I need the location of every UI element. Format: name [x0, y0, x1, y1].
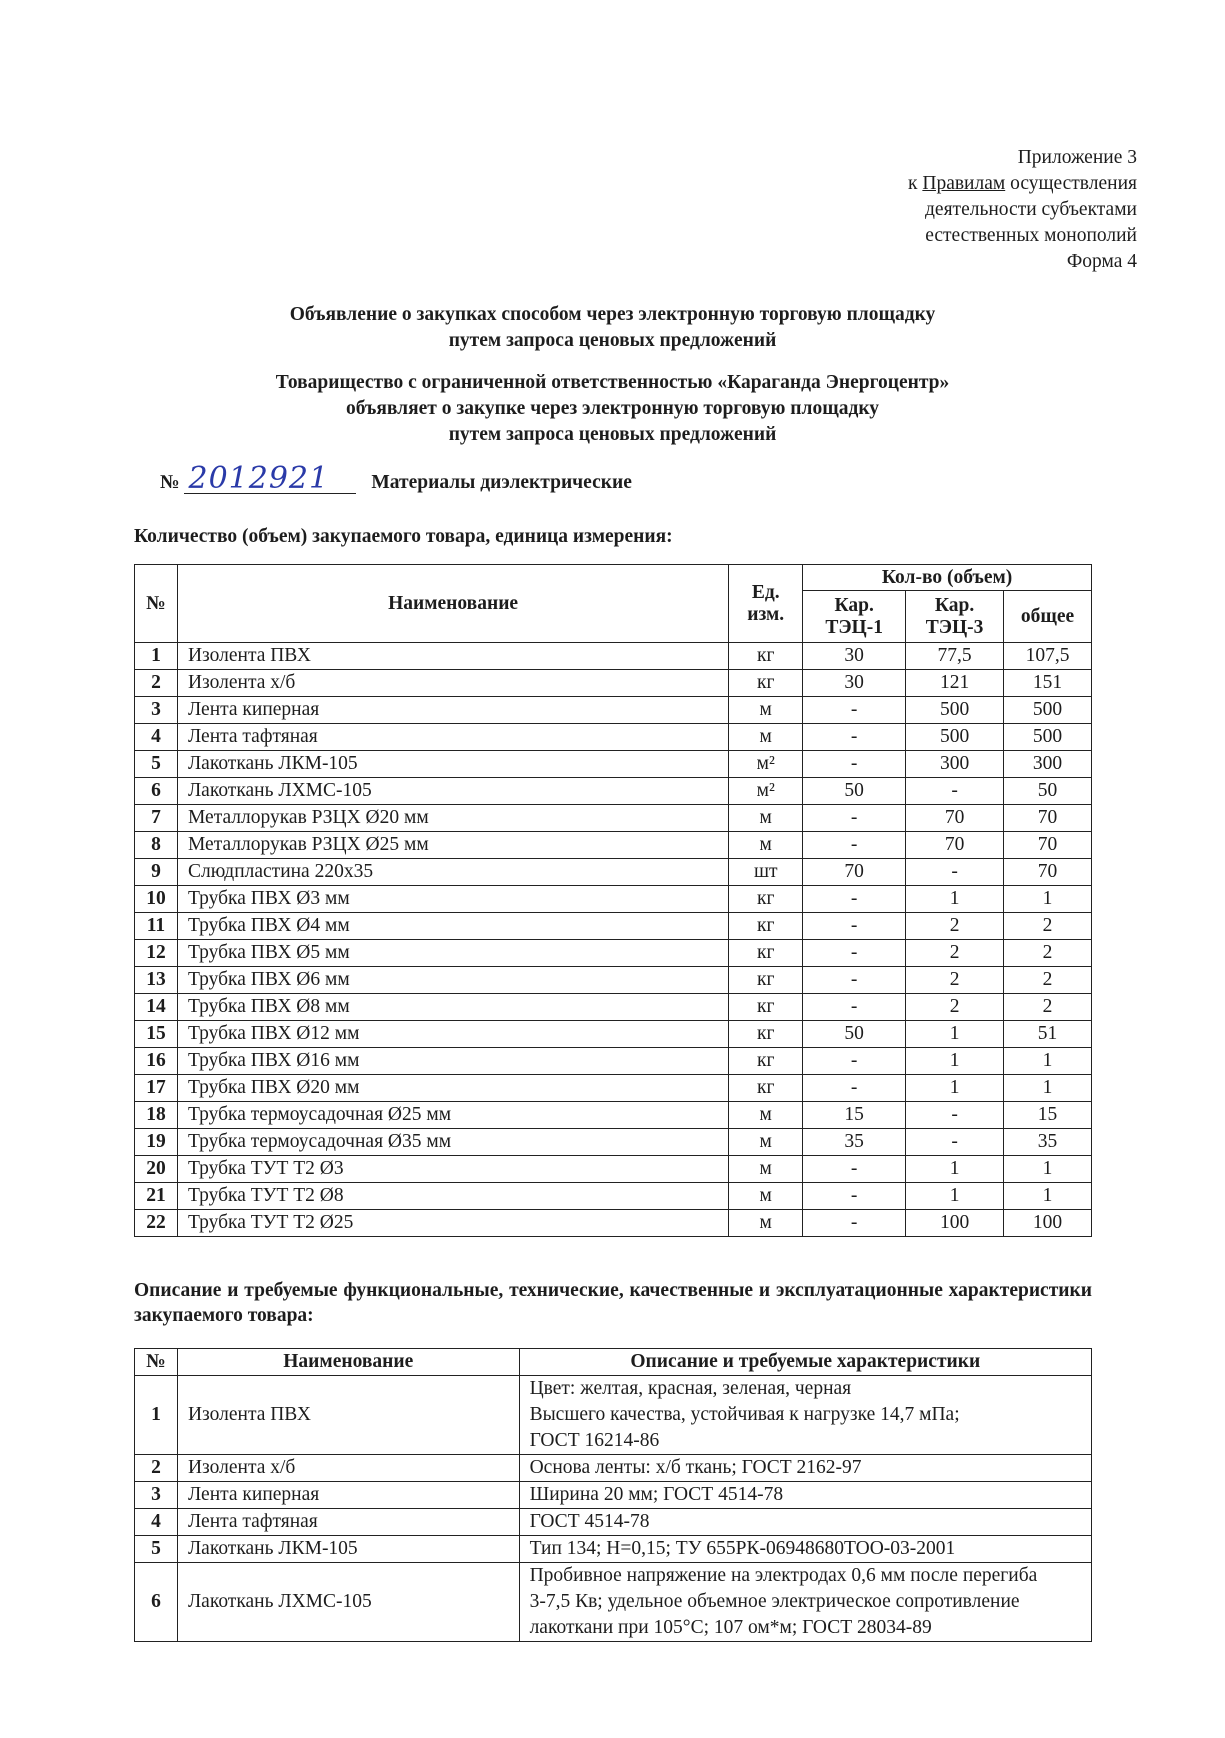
item-name: Металлорукав РЗЦХ Ø20 мм [177, 805, 728, 832]
row-number: 14 [135, 994, 178, 1021]
qty-tec1: 35 [803, 1129, 906, 1156]
title-line-2: путем запроса ценовых предложений [448, 330, 777, 351]
qty-tec3: - [906, 778, 1004, 805]
qty-total: 2 [1004, 940, 1092, 967]
qty-tec3: 500 [906, 697, 1004, 724]
item-name: Трубка термоусадочная Ø35 мм [177, 1129, 728, 1156]
qty-tec3: 77,5 [906, 643, 1004, 670]
qty-total: 1 [1004, 1075, 1092, 1102]
item-unit: кг [729, 1021, 803, 1048]
qty-total: 1 [1004, 886, 1092, 913]
item-unit: м [729, 1210, 803, 1237]
qty-tec3: 1 [906, 1183, 1004, 1210]
row-number: 13 [135, 967, 178, 994]
row-number: 6 [135, 778, 178, 805]
title-line-1: Объявление о закупках способом через электронную торговую площадку [289, 304, 936, 325]
qty-tec1: - [803, 913, 906, 940]
table-row [135, 697, 1092, 724]
table-row [135, 1048, 1092, 1075]
description-table [134, 1348, 1092, 1642]
procurement-subject: Материалы диэлектрические [371, 472, 632, 493]
header-tec1 [803, 591, 906, 643]
qty-tec1: - [803, 697, 906, 724]
table-row [135, 1183, 1092, 1210]
qty-tec1: - [803, 967, 906, 994]
qty-tec3: 70 [906, 832, 1004, 859]
row-number: 5 [135, 1536, 178, 1563]
item-name: Изолента ПВХ [177, 1376, 519, 1455]
table-row [135, 1509, 1092, 1536]
qty-tec1: 15 [803, 1102, 906, 1129]
row-number: 15 [135, 1021, 178, 1048]
qty-total: 300 [1004, 751, 1092, 778]
item-name: Изолента х/б [177, 1455, 519, 1482]
appendix-line-2-suffix: осуществления [1005, 173, 1137, 194]
row-number: 20 [135, 1156, 178, 1183]
row-number: 2 [135, 1455, 178, 1482]
item-name: Трубка ТУТ Т2 Ø8 [177, 1183, 728, 1210]
item-unit: м [729, 832, 803, 859]
org-line-1: Товарищество с ограниченной ответственностью «Караганда Энергоцентр» [275, 372, 950, 393]
item-unit: кг [729, 670, 803, 697]
row-number: 8 [135, 832, 178, 859]
qty-total: 50 [1004, 778, 1092, 805]
appendix-line-2-prefix: к [908, 173, 923, 194]
table-row [135, 805, 1092, 832]
qty-tec3: 2 [906, 940, 1004, 967]
item-unit: кг [729, 1048, 803, 1075]
announcement-title [0, 302, 1225, 354]
qty-total: 500 [1004, 724, 1092, 751]
org-line-2: объявляет о закупке через электронную торговую площадку [345, 398, 880, 419]
qty-total: 2 [1004, 994, 1092, 1021]
row-number: 2 [135, 670, 178, 697]
item-name: Трубка ПВХ Ø12 мм [177, 1021, 728, 1048]
header-name: Наименование [177, 565, 728, 643]
qty-tec3: 1 [906, 886, 1004, 913]
row-number: 4 [135, 1509, 178, 1536]
item-name: Лента киперная [177, 1482, 519, 1509]
item-description [519, 1563, 1091, 1642]
row-number: 19 [135, 1129, 178, 1156]
row-number: 1 [135, 643, 178, 670]
table-row [135, 1376, 1092, 1455]
row-number: 21 [135, 1183, 178, 1210]
description-line: ГОСТ 16214-86 [529, 1430, 660, 1451]
row-number: 3 [135, 1482, 178, 1509]
qty-tec1: - [803, 805, 906, 832]
qty-tec1: - [803, 1183, 906, 1210]
qty-tec1: - [803, 994, 906, 1021]
item-description [519, 1536, 1091, 1563]
qty-tec1: - [803, 724, 906, 751]
description-line: Ширина 20 мм; ГОСТ 4514-78 [529, 1484, 784, 1505]
description-line: ГОСТ 4514-78 [529, 1511, 650, 1532]
qty-tec3: - [906, 859, 1004, 886]
item-unit: м [729, 1129, 803, 1156]
item-unit: м² [729, 778, 803, 805]
qty-total: 1 [1004, 1183, 1092, 1210]
item-name: Трубка ПВХ Ø8 мм [177, 994, 728, 1021]
table-row [135, 1482, 1092, 1509]
qty-tec3: 1 [906, 1048, 1004, 1075]
item-name: Трубка ПВХ Ø5 мм [177, 940, 728, 967]
rules-link[interactable]: Правилам [922, 173, 1006, 194]
item-name: Трубка ТУТ Т2 Ø3 [177, 1156, 728, 1183]
qty-tec1: 70 [803, 859, 906, 886]
desc-header-num: № [135, 1349, 178, 1376]
qty-tec3: 1 [906, 1075, 1004, 1102]
row-number: 11 [135, 913, 178, 940]
qty-tec3: 2 [906, 913, 1004, 940]
table-row [135, 940, 1092, 967]
item-description [519, 1509, 1091, 1536]
header-qty-group: Кол-во (объем) [803, 565, 1092, 591]
table-row [135, 670, 1092, 697]
appendix-line-3: деятельности субъектами [925, 199, 1137, 220]
item-unit: м [729, 1102, 803, 1129]
qty-tec1: 30 [803, 670, 906, 697]
row-number: 12 [135, 940, 178, 967]
description-line: лакоткани при 105°С; 107 ом*м; ГОСТ 28034-89 [529, 1617, 932, 1638]
description-line: 3-7,5 Кв; удельное объемное электрическое сопротивление [529, 1591, 1020, 1612]
qty-tec3: 1 [906, 1156, 1004, 1183]
item-name: Трубка ПВХ Ø16 мм [177, 1048, 728, 1075]
table-row [135, 967, 1092, 994]
item-unit: шт [729, 859, 803, 886]
qty-total: 70 [1004, 859, 1092, 886]
table-row [135, 1102, 1092, 1129]
qty-total: 100 [1004, 1210, 1092, 1237]
header-unit [729, 565, 803, 643]
qty-total: 70 [1004, 805, 1092, 832]
qty-tec1: - [803, 1210, 906, 1237]
qty-tec1: - [803, 1075, 906, 1102]
table-row [135, 913, 1092, 940]
item-unit: м [729, 1183, 803, 1210]
row-number: 17 [135, 1075, 178, 1102]
qty-total: 2 [1004, 913, 1092, 940]
appendix-line-2 [908, 171, 1137, 197]
appendix-line-1: Приложение 3 [1017, 147, 1137, 168]
table-row [135, 724, 1092, 751]
description-line: Основа ленты: х/б ткань; ГОСТ 2162-97 [529, 1457, 862, 1478]
qty-total: 1 [1004, 1048, 1092, 1075]
row-number: 18 [135, 1102, 178, 1129]
table-row [135, 778, 1092, 805]
item-unit: кг [729, 940, 803, 967]
qty-tec3: 1 [906, 1021, 1004, 1048]
item-name: Изолента ПВХ [177, 643, 728, 670]
row-number: 7 [135, 805, 178, 832]
item-unit: кг [729, 994, 803, 1021]
row-number: 9 [135, 859, 178, 886]
row-number: 5 [135, 751, 178, 778]
qty-tec3: 70 [906, 805, 1004, 832]
qty-tec1: - [803, 1048, 906, 1075]
description-line: Тип 134; Н=0,15; ТУ 655РК-06948680ТОО-03-2001 [529, 1538, 956, 1559]
item-unit: м [729, 697, 803, 724]
qty-tec1: - [803, 751, 906, 778]
row-number: 6 [135, 1563, 178, 1642]
table-row [135, 1536, 1092, 1563]
table-row [135, 1156, 1092, 1183]
table-row [135, 832, 1092, 859]
qty-tec3: 300 [906, 751, 1004, 778]
qty-total: 107,5 [1004, 643, 1092, 670]
table-row [135, 1021, 1092, 1048]
row-number: 1 [135, 1376, 178, 1455]
header-num: № [135, 565, 178, 643]
org-line-3: путем запроса ценовых предложений [448, 424, 777, 445]
row-number: 10 [135, 886, 178, 913]
qty-tec1: 50 [803, 1021, 906, 1048]
organization-statement [0, 370, 1225, 448]
table-row [135, 1075, 1092, 1102]
table-row [135, 643, 1092, 670]
item-unit: кг [729, 643, 803, 670]
item-unit: м² [729, 751, 803, 778]
item-name: Лента тафтяная [177, 1509, 519, 1536]
qty-total: 35 [1004, 1129, 1092, 1156]
header-total: общее [1004, 591, 1092, 643]
table-row [135, 1563, 1092, 1642]
item-name: Трубка термоусадочная Ø25 мм [177, 1102, 728, 1129]
header-tec3 [906, 591, 1004, 643]
item-name: Трубка ТУТ Т2 Ø25 [177, 1210, 728, 1237]
item-unit: кг [729, 1075, 803, 1102]
qty-tec1: 50 [803, 778, 906, 805]
item-name: Трубка ПВХ Ø4 мм [177, 913, 728, 940]
item-unit: м [729, 1156, 803, 1183]
header-tec1-line-2: ТЭЦ-1 [825, 616, 883, 638]
item-name: Слюдпластина 220х35 [177, 859, 728, 886]
item-name: Лакоткань ЛКМ-105 [177, 751, 728, 778]
qty-tec3: - [906, 1102, 1004, 1129]
qty-tec1: 30 [803, 643, 906, 670]
header-tec1-line-1: Кар. [834, 594, 874, 616]
qty-tec3: 100 [906, 1210, 1004, 1237]
item-name: Лакоткань ЛХМС-105 [177, 778, 728, 805]
quantity-table [134, 564, 1092, 1237]
procurement-number: 2012921 [184, 465, 356, 494]
description-line: Высшего качества, устойчивая к нагрузке 14,7 мПа; [529, 1404, 960, 1425]
description-line: Цвет: желтая, красная, зеленая, черная [529, 1378, 852, 1399]
item-unit: м [729, 724, 803, 751]
item-unit: кг [729, 967, 803, 994]
qty-tec1: - [803, 1156, 906, 1183]
qty-tec3: 2 [906, 967, 1004, 994]
table-row [135, 994, 1092, 1021]
table-row [135, 1455, 1092, 1482]
qty-tec1: - [803, 886, 906, 913]
qty-tec3: 2 [906, 994, 1004, 1021]
qty-total: 51 [1004, 1021, 1092, 1048]
qty-tec3: 500 [906, 724, 1004, 751]
table-row [135, 1210, 1092, 1237]
row-number: 16 [135, 1048, 178, 1075]
qty-tec1: - [803, 832, 906, 859]
desc-header-name: Наименование [177, 1349, 519, 1376]
item-name: Трубка ПВХ Ø20 мм [177, 1075, 728, 1102]
item-description [519, 1376, 1091, 1455]
table-row [135, 859, 1092, 886]
header-unit-line-1: Ед. [751, 581, 780, 603]
header-tec3-line-1: Кар. [934, 594, 975, 616]
qty-total: 70 [1004, 832, 1092, 859]
item-name: Металлорукав РЗЦХ Ø25 мм [177, 832, 728, 859]
description-line: Пробивное напряжение на электродах 0,6 мм после перегиба [529, 1565, 1038, 1586]
qty-total: 151 [1004, 670, 1092, 697]
item-name: Лакоткань ЛХМС-105 [177, 1563, 519, 1642]
qty-total: 500 [1004, 697, 1092, 724]
item-unit: кг [729, 913, 803, 940]
table-row [135, 1129, 1092, 1156]
item-description [519, 1455, 1091, 1482]
qty-total: 1 [1004, 1156, 1092, 1183]
quantity-heading: Количество (объем) закупаемого товара, единица измерения: [134, 526, 673, 547]
qty-tec3: - [906, 1129, 1004, 1156]
qty-total: 15 [1004, 1102, 1092, 1129]
item-unit: кг [729, 886, 803, 913]
row-number: 4 [135, 724, 178, 751]
item-name: Трубка ПВХ Ø3 мм [177, 886, 728, 913]
item-description [519, 1482, 1091, 1509]
row-number: 3 [135, 697, 178, 724]
item-name: Лакоткань ЛКМ-105 [177, 1536, 519, 1563]
item-name: Лента тафтяная [177, 724, 728, 751]
row-number: 22 [135, 1210, 178, 1237]
desc-header-desc: Описание и требуемые характеристики [519, 1349, 1091, 1376]
appendix-line-4: естественных монополий [925, 225, 1137, 246]
appendix-header [908, 145, 1137, 275]
qty-total: 2 [1004, 967, 1092, 994]
number-sign: № [160, 472, 180, 493]
procurement-number-line [160, 461, 632, 496]
description-heading: Описание и требуемые функциональные, технические, качественные и эксплуатационные характеристики закупаемого товара: [134, 1280, 1092, 1326]
header-tec3-line-2: ТЭЦ-3 [925, 616, 984, 638]
item-name: Трубка ПВХ Ø6 мм [177, 967, 728, 994]
form-number: Форма 4 [1066, 251, 1137, 272]
table-row [135, 886, 1092, 913]
table-row [135, 751, 1092, 778]
qty-tec3: 121 [906, 670, 1004, 697]
header-unit-line-2: изм. [747, 603, 785, 625]
item-name: Изолента х/б [177, 670, 728, 697]
qty-tec1: - [803, 940, 906, 967]
item-unit: м [729, 805, 803, 832]
item-name: Лента киперная [177, 697, 728, 724]
